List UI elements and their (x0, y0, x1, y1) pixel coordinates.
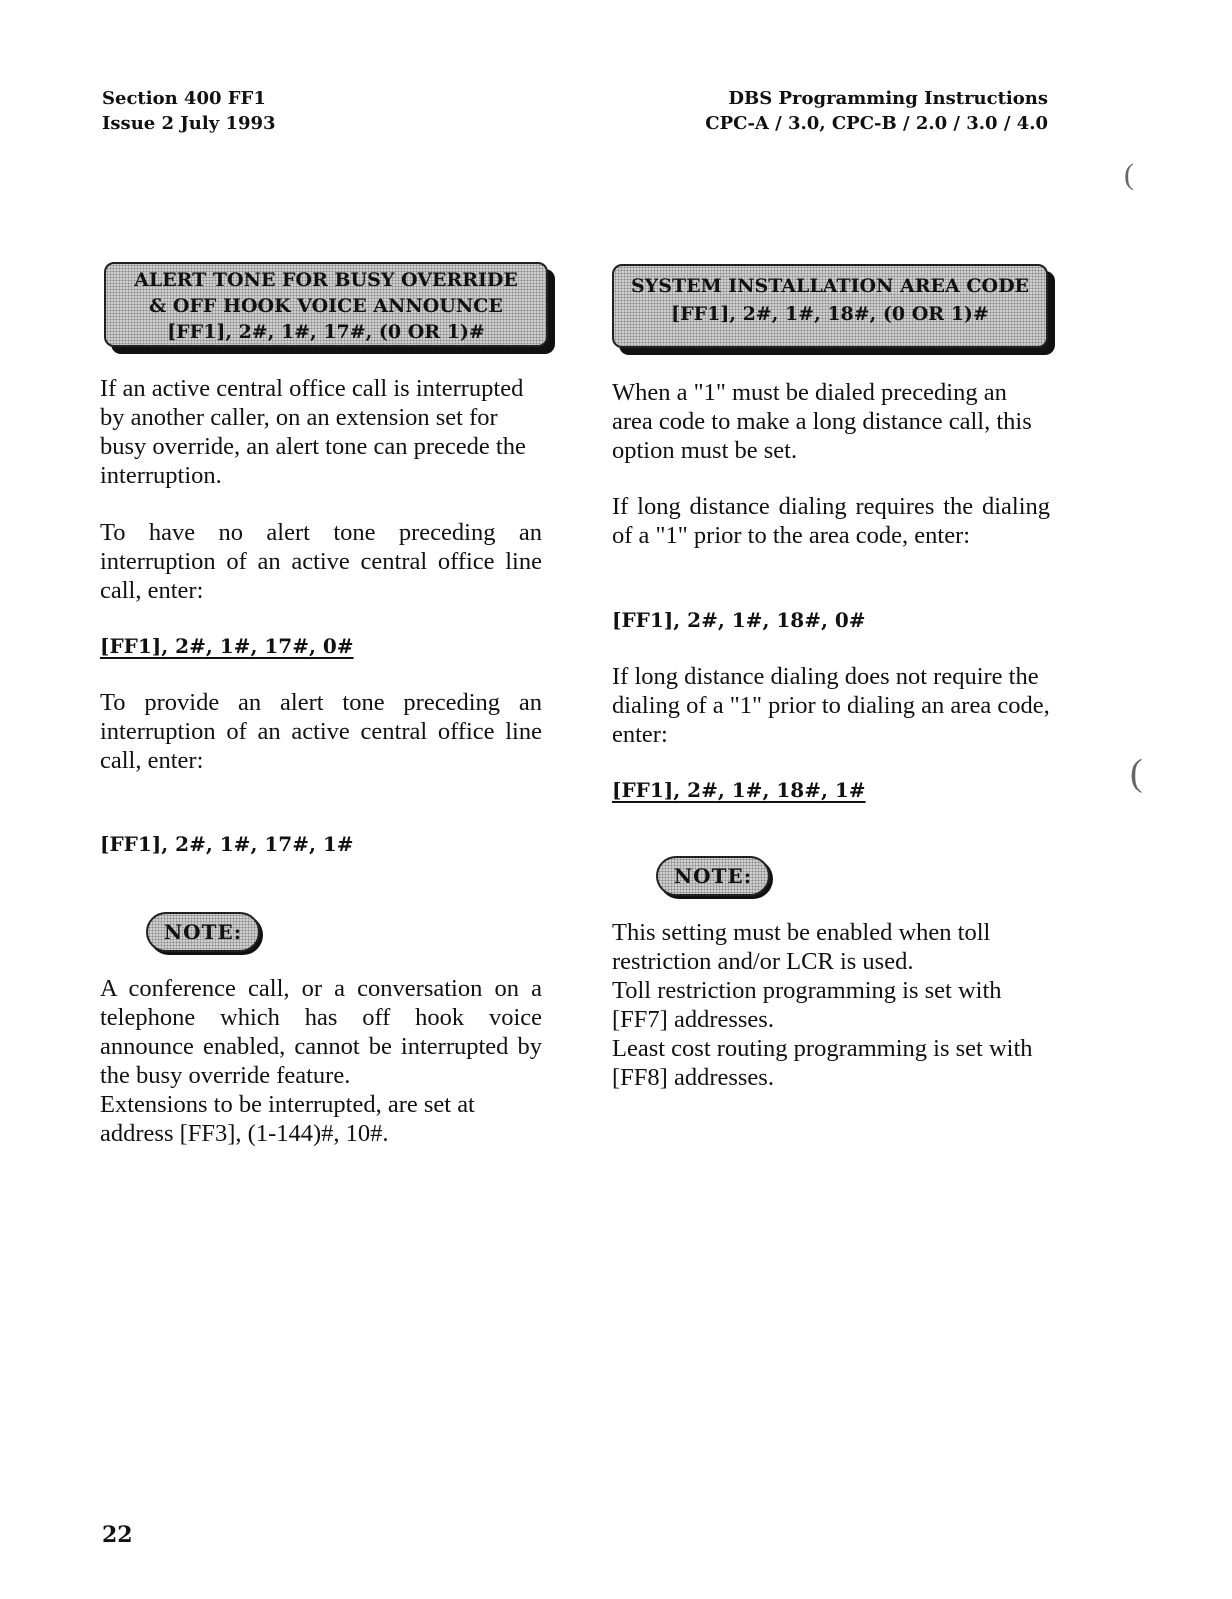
left-intro (100, 374, 542, 490)
left-tone-paragraph (100, 688, 542, 775)
cmd-no-tone: [FF1], 2#, 1#, 17#, 0# (100, 634, 354, 658)
left-no-tone-paragraph (100, 518, 542, 605)
header-left (102, 86, 276, 136)
left-title-line-2: & OFF HOOK VOICE ANNOUNCE (149, 295, 503, 317)
left-note-badge: NOTE: (146, 912, 260, 952)
right-note-line-1: This setting must be enabled when toll restriction and/or LCR is used. (612, 919, 991, 975)
left-title-line-3: [FF1], 2#, 1#, 17#, (0 OR 1)# (167, 321, 485, 343)
document-title: DBS Programming Instructions (728, 88, 1048, 109)
right-note-line-3: Least cost routing programming is set with [FF8] addresses. (612, 1035, 1033, 1091)
left-title-box (104, 262, 548, 347)
not-requires-text: If long distance dialing does not require the dialing of a "1" prior to dialing an area code, enter: (612, 663, 1050, 748)
header-right (705, 86, 1048, 136)
margin-mark: ( (1130, 752, 1143, 794)
left-intro-text: If an active central office call is interrupted by another caller, on an extension set for busy override, an alert tone can precede the interruption. (100, 375, 526, 489)
version-label: CPC-A / 3.0, CPC-B / 2.0 / 3.0 / 4.0 (705, 113, 1048, 134)
right-note-badge: NOTE: (656, 856, 770, 896)
cmd-requires: [FF1], 2#, 1#, 18#, 0# (612, 608, 866, 632)
right-requires-paragraph (612, 492, 1050, 550)
issue-label: Issue 2 July 1993 (102, 113, 276, 134)
right-intro-text: When a "1" must be dialed preceding an area code to make a long distance call, this option must be set. (612, 379, 1032, 464)
right-not-requires-paragraph (612, 662, 1050, 749)
right-note-line-2: Toll restriction programming is set with [FF7] addresses. (612, 977, 1002, 1033)
no-tone-text: To have no alert tone preceding an interruption of an active central office line call, enter: (100, 519, 542, 604)
right-title-line-1: SYSTEM INSTALLATION AREA CODE (630, 275, 1030, 297)
cmd-tone: [FF1], 2#, 1#, 17#, 1# (100, 832, 354, 856)
left-title-line-1: ALERT TONE FOR BUSY OVERRIDE (134, 269, 518, 291)
right-note-body (612, 918, 1050, 1092)
left-note-text-1: A conference call, or a conversation on a telephone which has off hook voice announce enabled, cannot be interrupted by the busy override feature. (100, 975, 542, 1089)
tone-text: To provide an alert tone preceding an interruption of an active central office line call, enter: (100, 689, 542, 774)
cmd-not-requires: [FF1], 2#, 1#, 18#, 1# (612, 778, 866, 802)
right-intro (612, 378, 1050, 465)
right-title-box (612, 264, 1048, 348)
section-label: Section 400 FF1 (102, 88, 266, 109)
right-title-line-2: [FF1], 2#, 1#, 18#, (0 OR 1)# (671, 303, 989, 325)
margin-mark: ( (1124, 158, 1134, 191)
page-number: 22 (102, 1522, 133, 1548)
requires-text: If long distance dialing requires the dialing of a "1" prior to the area code, enter: (612, 493, 1050, 549)
left-note-text-2: Extensions to be interrupted, are set at address [FF3], (1-144)#, 10#. (100, 1091, 475, 1147)
left-note-body (100, 974, 542, 1148)
